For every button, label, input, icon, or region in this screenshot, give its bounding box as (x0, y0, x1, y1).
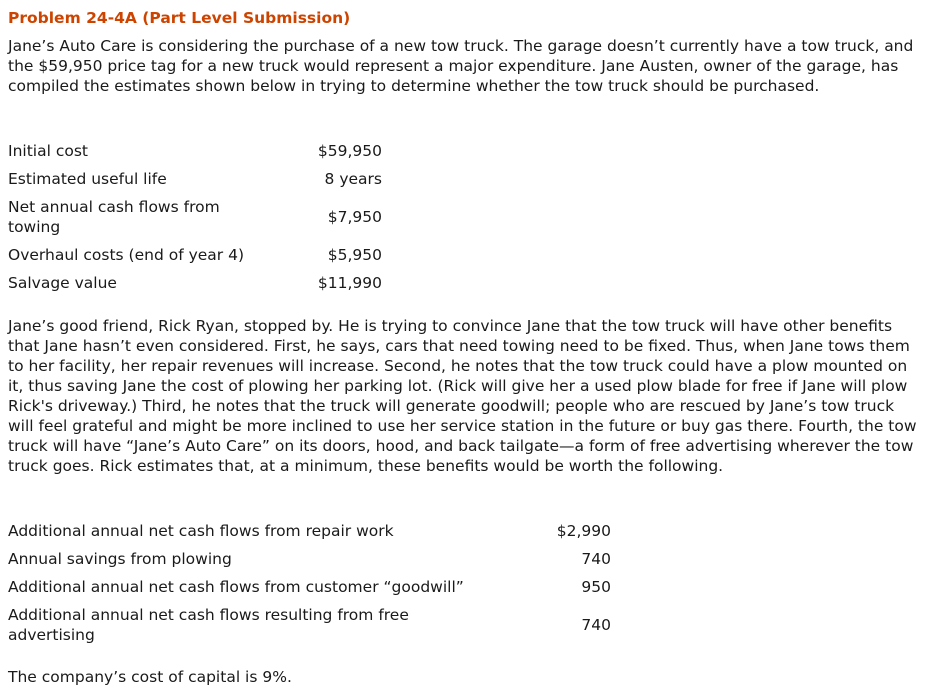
benefits-table (8, 517, 611, 649)
benefit-value: $2,990 (556, 522, 611, 540)
problem-title: Problem 24-4A (Part Level Submission) (8, 9, 351, 27)
estimate-label: Salvage value (8, 274, 117, 292)
intro-paragraph: Jane’s Auto Care is considering the purchase of a new tow truck. The garage doesn’t currently have a tow truck, and the $59,950 price tag for a new truck would represent a major expenditure. Jane Austen, owner of the garage, has compiled the estimates shown below in trying to determine whether the tow truck should be purchased. (8, 37, 914, 95)
closing-paragraph: The company’s cost of capital is 9%. (8, 668, 292, 686)
estimate-value: $11,990 (317, 274, 382, 292)
estimate-row (8, 137, 382, 165)
benefit-value: 740 (581, 616, 611, 634)
estimate-value: $7,950 (327, 208, 382, 226)
story-paragraph: Jane’s good friend, Rick Ryan, stopped by. He is trying to convince Jane that the tow truck will have other benefits that Jane hasn’t even considered. First, he says, cars that need towing need to be fixed. Thus, when Jane tows them to her facility, her repair revenues will increase. Second, he notes that the tow truck could have a plow mounted on it, thus saving Jane the cost of plowing her parking lot. (Rick will give her a used plow blade for free if Jane will plow Rick's driveway.) Third, he notes that the truck will generate goodwill; people who are rescued by Jane’s tow truck will feel grateful and might be more inclined to use her service station in the future or buy gas there. Fourth, the tow truck will have “Jane’s Auto Care” on its doors, hood, and back tailgate—a form of free advertising wherever the tow truck goes. Rick estimates that, at a minimum, these benefits would be worth the following. (8, 317, 917, 475)
estimate-value: 8 years (324, 170, 382, 188)
estimate-label: Overhaul costs (end of year 4) (8, 246, 245, 264)
estimate-row (8, 241, 382, 269)
benefit-label: Annual savings from plowing (8, 550, 232, 568)
benefit-value: 740 (581, 550, 611, 568)
benefit-row (8, 545, 611, 573)
benefit-row (8, 517, 611, 545)
estimate-row (8, 269, 382, 297)
estimate-row (8, 165, 382, 193)
benefit-row (8, 601, 611, 649)
benefit-value: 950 (581, 578, 611, 596)
benefit-label: Additional annual net cash flows resulting from free advertising (8, 606, 409, 644)
estimate-value: $5,950 (327, 246, 382, 264)
estimate-label: Initial cost (8, 142, 88, 160)
estimates-table (8, 137, 382, 297)
benefit-label: Additional annual net cash flows from customer “goodwill” (8, 578, 464, 596)
benefit-label: Additional annual net cash flows from repair work (8, 522, 394, 540)
estimate-label: Net annual cash flows from towing (8, 198, 220, 236)
estimate-value: $59,950 (317, 142, 382, 160)
estimate-row (8, 193, 382, 241)
estimate-label: Estimated useful life (8, 170, 167, 188)
benefit-row (8, 573, 611, 601)
